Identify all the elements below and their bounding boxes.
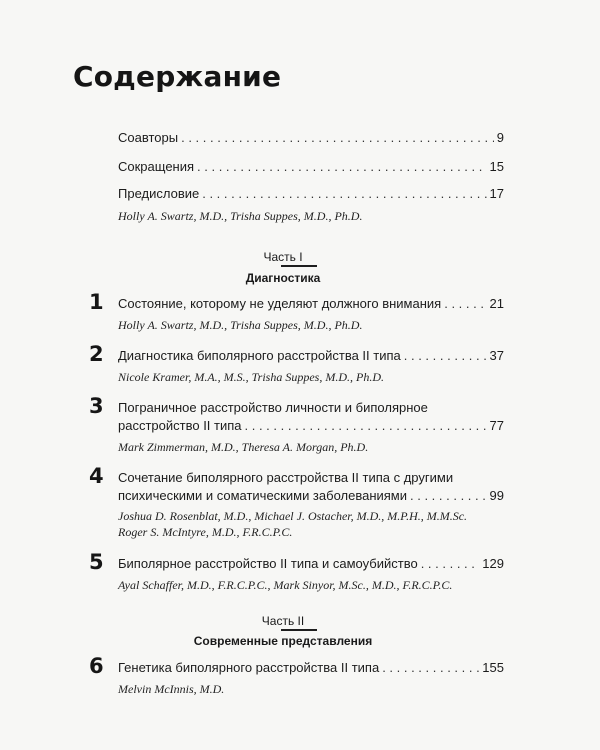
toc-entry-page: 15 [489, 159, 504, 174]
toc-entry-preface[interactable] [118, 186, 504, 201]
toc-entry-authors: Joshua D. Rosenblat, M.D., Michael J. Ostacher, M.D., M.P.H., M.M.Sc. [118, 509, 468, 523]
toc-entry-label: Генетика биполярного расстройства II типа [118, 660, 380, 675]
toc-entry-page: 9 [496, 130, 504, 145]
toc-entry-page: 155 [482, 660, 504, 675]
part-label: Часть I [263, 250, 303, 264]
toc-entry-authors: Roger S. McIntyre, M.D., F.R.C.P.C. [118, 525, 293, 539]
toc-entry-label: Состояние, которому не уделяют должного внимания [118, 296, 442, 311]
toc-entry-authors: Mark Zimmerman, M.D., Theresa A. Morgan, Ph.D. [118, 440, 369, 454]
toc-entry-chapter-4[interactable] [118, 488, 504, 503]
chapter-number: 5 [89, 550, 104, 574]
toc-entry-page: 37 [489, 348, 504, 363]
toc-entry-page: 17 [489, 186, 504, 201]
toc-entry-page: 99 [489, 488, 504, 503]
toc-entry-label: Предисловие [118, 186, 200, 201]
chapter-number: 1 [89, 290, 104, 314]
part-name: Современные представления [193, 634, 373, 648]
leader-dots [245, 418, 487, 433]
toc-entry-page: 21 [489, 296, 504, 311]
leader-dots [197, 159, 487, 174]
toc-entry-authors: Melvin McInnis, M.D. [118, 682, 225, 696]
toc-entry-coauthors[interactable] [118, 130, 504, 145]
leader-dots [444, 296, 486, 311]
leader-dots [382, 660, 479, 675]
toc-entry-label: расстройство II типа [118, 418, 242, 433]
toc-entry-label-line1[interactable]: Сочетание биполярного расстройства II типа с другими [118, 470, 454, 485]
toc-entry-chapter-6[interactable] [118, 660, 504, 675]
toc-entry-authors: Nicole Kramer, M.A., M.S., Trisha Suppes, M.D., Ph.D. [118, 370, 384, 384]
leader-dots [202, 186, 486, 201]
part-divider [281, 629, 317, 631]
chapter-number: 4 [89, 464, 104, 488]
toc-entry-chapter-1[interactable] [118, 296, 504, 311]
part-divider [281, 265, 317, 267]
toc-entry-abbreviations[interactable] [118, 159, 504, 174]
toc-entry-page: 77 [489, 418, 504, 433]
toc-entry-chapter-3[interactable] [118, 418, 504, 433]
toc-entry-label: Биполярное расстройство II типа и самоубийство [118, 556, 418, 571]
toc-entry-authors: Holly A. Swartz, M.D., Trisha Suppes, M.D., Ph.D. [118, 318, 363, 332]
chapter-number: 6 [89, 654, 104, 678]
toc-entry-label: Сокращения [118, 159, 195, 174]
toc-entry-authors: Holly A. Swartz, M.D., Trisha Suppes, M.D., Ph.D. [118, 209, 363, 223]
part-label: Часть II [261, 614, 305, 628]
toc-entry-page: 129 [482, 556, 504, 571]
leader-dots [410, 488, 487, 503]
toc-entry-label: Диагностика биполярного расстройства II типа [118, 348, 401, 363]
chapter-number: 2 [89, 342, 104, 366]
leader-dots [181, 130, 494, 145]
chapter-number: 3 [89, 394, 104, 418]
toc-entry-label: Соавторы [118, 130, 179, 145]
toc-entry-chapter-2[interactable] [118, 348, 504, 363]
leader-dots [404, 348, 487, 363]
page-title: Содержание [73, 60, 282, 93]
part-name: Диагностика [245, 271, 321, 285]
toc-entry-authors: Ayal Schaffer, M.D., F.R.C.P.C., Mark Sinyor, M.Sc., M.D., F.R.C.P.C. [118, 578, 453, 592]
leader-dots [421, 556, 480, 571]
toc-entry-chapter-5[interactable] [118, 556, 504, 571]
toc-entry-label-line1[interactable]: Пограничное расстройство личности и биполярное [118, 400, 428, 415]
toc-entry-label: психическими и соматическими заболеваниями [118, 488, 408, 503]
